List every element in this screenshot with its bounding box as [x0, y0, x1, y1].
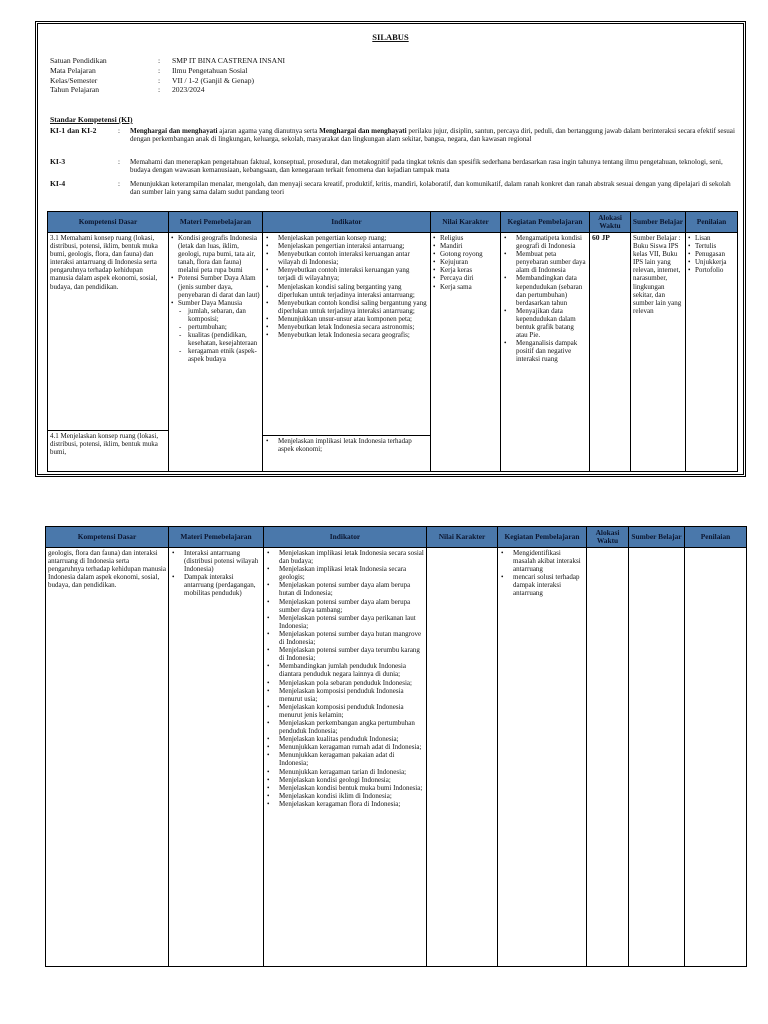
list-item: • Menjelaskan kualitas penduduk Indonesia; — [266, 735, 424, 743]
info-colon: : — [158, 56, 161, 65]
ki-code: KI-1 dan KI-2 — [50, 126, 97, 135]
info-value: SMP IT BINA CASTRENA INSANI — [172, 56, 286, 65]
ki-colon: : — [118, 158, 120, 166]
indikator-list — [266, 549, 424, 808]
sumber-cell: Sumber Belajar : Buku Siswa IPS kelas VII, Buku IPS lain yang relevan, internet, narasumber, lingkungan sekitar, dan sumber lain yang relevan — [631, 233, 686, 472]
info-label: Kelas/Semester — [50, 75, 98, 85]
list-item: • Menjelaskan perkembangan angka pertumbuhan penduduk Indonesia; — [266, 719, 424, 735]
list-item: • Menjelaskan potensi sumber daya perikanan laut Indonesia; — [266, 614, 424, 630]
info-row — [50, 76, 285, 86]
kegiatan-cell — [498, 548, 587, 967]
materi-list — [171, 234, 260, 364]
list-item: • Unjukkerja — [688, 258, 735, 266]
column-header: Kegiatan Pembelajaran — [501, 212, 590, 233]
kompetensi-dasar-cell — [48, 233, 169, 472]
list-item: • Menjelaskan kondisi iklim di Indonesia; — [266, 792, 424, 800]
column-header: Materi Pemebelajaran — [169, 212, 263, 233]
syllabus-table-page-2 — [45, 526, 747, 967]
info-value: Ilmu Pengetahuan Sosial — [172, 65, 248, 75]
column-header: Nilai Karakter — [431, 212, 501, 233]
list-item: • Menjelaskan kondisi bentuk muka bumi Indonesia; — [266, 784, 424, 792]
list-item: • Portofolio — [688, 266, 735, 274]
materi-list — [171, 549, 261, 598]
list-item: • Menjelaskan komposisi penduduk Indonesia menurut jenis kelamin; — [266, 703, 424, 719]
kegiatan-cell — [501, 233, 590, 472]
list-item: • Mengidentifikasi masalah akibat interaksi antarruang — [500, 549, 584, 573]
list-item: - keragaman etnik (aspek-aspek budaya — [178, 347, 260, 363]
alokasi-waktu: 60 JP — [592, 233, 610, 242]
penilaian-cell — [686, 233, 738, 472]
list-item: • Menunjukkan keragaman pakaian adat di Indonesia; — [266, 751, 424, 767]
list-item: - pertumbuhan; — [178, 323, 260, 331]
list-item: • Menjelaskan potensi sumber daya hutan mangrove di Indonesia; — [266, 630, 424, 646]
kd-4-1: 4.1 Menjelaskan konsep ruang (lokasi, distribusi, potensi, iklim, bentuk muka bumi, — [48, 430, 168, 456]
list-item: • Menyajikan data kependudukan dalam bentuk grafik batang atau Pie. — [503, 307, 587, 339]
materi-sublist — [178, 307, 260, 364]
info-label: Mata Pelajaran — [50, 65, 96, 75]
ki-text-part: ajaran agama yang dianutnya serta — [217, 127, 320, 135]
ki-bold: Menghargai dan menghayati — [130, 127, 218, 135]
info-colon: : — [158, 75, 161, 85]
column-header: Nilai Karakter — [427, 527, 498, 548]
list-item: • Tertulis — [688, 242, 735, 250]
indikator-split — [263, 435, 430, 453]
identity-block — [50, 56, 285, 95]
list-item: • Menjelaskan kondisi geologi Indonesia; — [266, 776, 424, 784]
indikator-list — [265, 437, 428, 453]
info-label: Satuan Pendidikan — [50, 56, 107, 65]
kegiatan-list — [503, 234, 587, 364]
list-item: • Kondisi geografis Indonesia (letak dan luas, iklim, geologi, rupa bumi, tata air, tanah, flora dan fauna) melalui peta rupa bumi — [171, 234, 260, 274]
column-header: Penilaian — [686, 212, 738, 233]
indikator-cell — [264, 548, 427, 967]
list-item: - jumlah, sebaran, dan komposisi; — [178, 307, 260, 323]
ki-colon: : — [118, 180, 120, 188]
list-item: • Menyebutkan letak Indonesia secara geografis; — [265, 331, 428, 339]
list-item: • Religius — [433, 234, 498, 242]
ki-row — [50, 158, 738, 175]
table-row — [48, 233, 738, 472]
penilaian-cell — [685, 548, 747, 967]
sumber-cell — [629, 548, 685, 967]
list-item: • Potensi Sumber Daya Alam (jenis sumber daya, penyebaran di darat dan laut) — [171, 274, 260, 298]
list-item — [171, 299, 260, 364]
list-item: • Menjelaskan implikasi letak Indonesia secara sosial dan budaya; — [266, 549, 424, 565]
ki-text: Memahami dan menerapkan pengetahuan faktual, konseptual, prosedural, dan metakognitif pada tingkat teknis dan spesifik sederhana berdasarkan rasa ingin tahunya tentang ilmu pengetahuan, teknologi, seni, budaya dengan wawasan kemanusiaan, kebangsaan, dan kenegaraan terkait fenomena dan kejadian tampak mata — [130, 158, 723, 175]
column-header: Kegiatan Pembelajaran — [498, 527, 587, 548]
list-item: • Membuat peta penyebaran sumber daya alam di Indonesia — [503, 250, 587, 274]
ki-heading: Standar Kompetensi (KI) — [50, 115, 133, 124]
ki-code: KI-3 — [50, 157, 66, 166]
list-item: • Menunjukkan keragaman rumah adat di Indonesia; — [266, 743, 424, 751]
ki-row — [50, 127, 738, 144]
list-item: • mencari solusi terhadap dampak interaksi antarruang — [500, 573, 584, 597]
info-row — [50, 85, 285, 95]
column-header: Indikator — [264, 527, 427, 548]
list-item: • Menjelaskan pengertian konsep ruang; — [265, 234, 428, 242]
list-item: • Menganalisis dampak positif dan negative interaksi ruang — [503, 339, 587, 363]
ki-code: KI-4 — [50, 179, 66, 188]
column-header: Kompetensi Dasar — [48, 212, 169, 233]
table-header-row — [48, 212, 738, 233]
list-item-text: Sumber Daya Manusia — [178, 298, 243, 307]
list-item: • Menyebutkan contoh interaksi keruangan yang terjadi di wilayahnya; — [265, 266, 428, 282]
list-item: • Menunjukkan unsur-unsur atau komponen peta; — [265, 315, 428, 323]
list-item: • Menjelaskan pola sebaran penduduk Indonesia; — [266, 679, 424, 687]
column-header: Sumber Belajar — [631, 212, 686, 233]
list-item: • Membandingkan data kependudukan (sebaran dan pertumbuhan) berdasarkan tahun — [503, 274, 587, 306]
list-item: • Menjelaskan potensi sumber daya alam berupa sumber daya tambang; — [266, 598, 424, 614]
list-item: • Membandingkan jumlah penduduk Indonesia diantara penduduk negara lainnya di dunia; — [266, 662, 424, 678]
kompetensi-dasar-cell: geologis, flora dan fauna) dan interaksi antarruang di Indonesia serta pengaruhnya terhadap kehidupan manusia Indonesia dalam aspek ekonomi, sosial, budaya, dan pendidikan. — [46, 548, 169, 967]
list-item: • Menjelaskan komposisi penduduk Indonesia menurut usia; — [266, 687, 424, 703]
nilai-karakter-cell — [427, 548, 498, 967]
list-item: • Kerja sama — [433, 283, 498, 291]
document-title: SILABUS — [372, 32, 409, 42]
info-label: Tahun Pelajaran — [50, 85, 100, 95]
page-1-frame — [35, 21, 746, 477]
list-item: • Kejujuran — [433, 258, 498, 266]
materi-cell — [169, 233, 263, 472]
column-header: Sumber Belajar — [629, 527, 685, 548]
list-item: • Dampak interaksi antarruang (perdagangan, mobilitas penduduk) — [171, 573, 261, 597]
materi-cell — [169, 548, 264, 967]
list-item: • Percaya diri — [433, 274, 498, 282]
column-header: Alokasi Waktu — [590, 212, 631, 233]
list-item: • Menjelaskan kondisi saling berganting yang diperlukan untuk terjadinya interaksi antarruang; — [265, 283, 428, 299]
indikator-cell — [263, 233, 431, 472]
table-row — [46, 548, 747, 967]
info-value: 2023/2024 — [172, 85, 205, 95]
ki-row — [50, 180, 738, 197]
penilaian-list — [688, 234, 735, 274]
list-item: • Penugasan — [688, 250, 735, 258]
kegiatan-list — [500, 549, 584, 598]
table-header-row — [46, 527, 747, 548]
list-item: • Menjelaskan pengertian interaksi antarruang; — [265, 242, 428, 250]
list-item: • Mengamatipeta kondisi geografi di Indonesia — [503, 234, 587, 250]
nilai-karakter-cell — [431, 233, 501, 472]
list-item: • Menyebutkan contoh kondisi saling bergantung yang diperlukan untuk terjadinya interaksi antarruang; — [265, 299, 428, 315]
alokasi-cell — [587, 548, 629, 967]
list-item: • Menyebutkan letak Indonesia secara astronomis; — [265, 323, 428, 331]
column-header: Materi Pemebelajaran — [169, 527, 264, 548]
column-header: Kompetensi Dasar — [46, 527, 169, 548]
list-item: • Menunjukkan keragaman tarian di Indonesia; — [266, 768, 424, 776]
ki-text: Menunjukkan keterampilan menalar, mengolah, dan menyaji secara kreatif, produktif, kritis, mandiri, kolaboratif, dan komunikatif, dalam ranah konkret dan ranah abstrak sesuai dengan yang dipelajari di sekolah dan sumber lain yang sama dalam sudut pandang teori — [130, 180, 731, 197]
info-colon: : — [158, 85, 161, 95]
syllabus-table-page-1 — [47, 211, 738, 472]
ki-text-part: perilaku jujur, disiplin, santun, percaya diri, peduli, dan bertanggung jawab dalam berinteraksi secara efektif sesuai dengan perkembangan anak di lingkungan, keluarga, sekolah, masyarakat dan lingkungan alam sekitar, bangsa, negara, dan kawasan regional — [130, 127, 735, 144]
indikator-list — [265, 234, 428, 435]
info-row — [50, 66, 285, 76]
nilai-list — [433, 234, 498, 291]
column-header: Penilaian — [685, 527, 747, 548]
list-item: • Interaksi antarruang (distribusi potensi wilayah Indonesia) — [171, 549, 261, 573]
column-header: Indikator — [263, 212, 431, 233]
list-item: • Menjelaskan potensi sumber daya terumbu karang di Indonesia; — [266, 646, 424, 662]
list-item: • Kerja keras — [433, 266, 498, 274]
list-item: • Menjelaskan implikasi letak Indonesia secara geologis; — [266, 565, 424, 581]
list-item: • Menjelaskan implikasi letak Indonesia terhadap aspek ekonomi; — [265, 437, 428, 453]
ki-text — [130, 127, 738, 144]
list-item: • Lisan — [688, 234, 735, 242]
info-colon: : — [158, 65, 161, 75]
alokasi-cell — [590, 233, 631, 472]
list-item: • Mandiri — [433, 242, 498, 250]
list-item: - kualitas (pendidikan, kesehatan, kesejahteraan — [178, 331, 260, 347]
list-item: • Menjelaskan potensi sumber daya alam berupa hutan di Indonesia; — [266, 581, 424, 597]
ki-colon: : — [118, 127, 120, 135]
kd-3-1: 3.1 Memahami konsep ruang (lokasi, distribusi, potensi, iklim, bentuk muka bumi, geologis, flora, dan fauna) dan interaksi antarruang di Indonesia serta pengaruhnya terhadap kehidupan manusia dalam aspek ekonomi, sosial, budaya, dan pendidikan. — [50, 234, 158, 291]
list-item: • Menyebutkan contoh interaksi keruangan antar wilayah di Indonesia; — [265, 250, 428, 266]
column-header: Alokasi Waktu — [587, 527, 629, 548]
info-row — [50, 56, 285, 66]
list-item: • Menjelaskan keragaman flora di Indonesia; — [266, 800, 424, 808]
ki-bold: Menghargai dan menghayati — [319, 127, 407, 135]
list-item: • Gotong royong — [433, 250, 498, 258]
info-value: VII / 1-2 (Ganjil & Genap) — [172, 75, 255, 85]
